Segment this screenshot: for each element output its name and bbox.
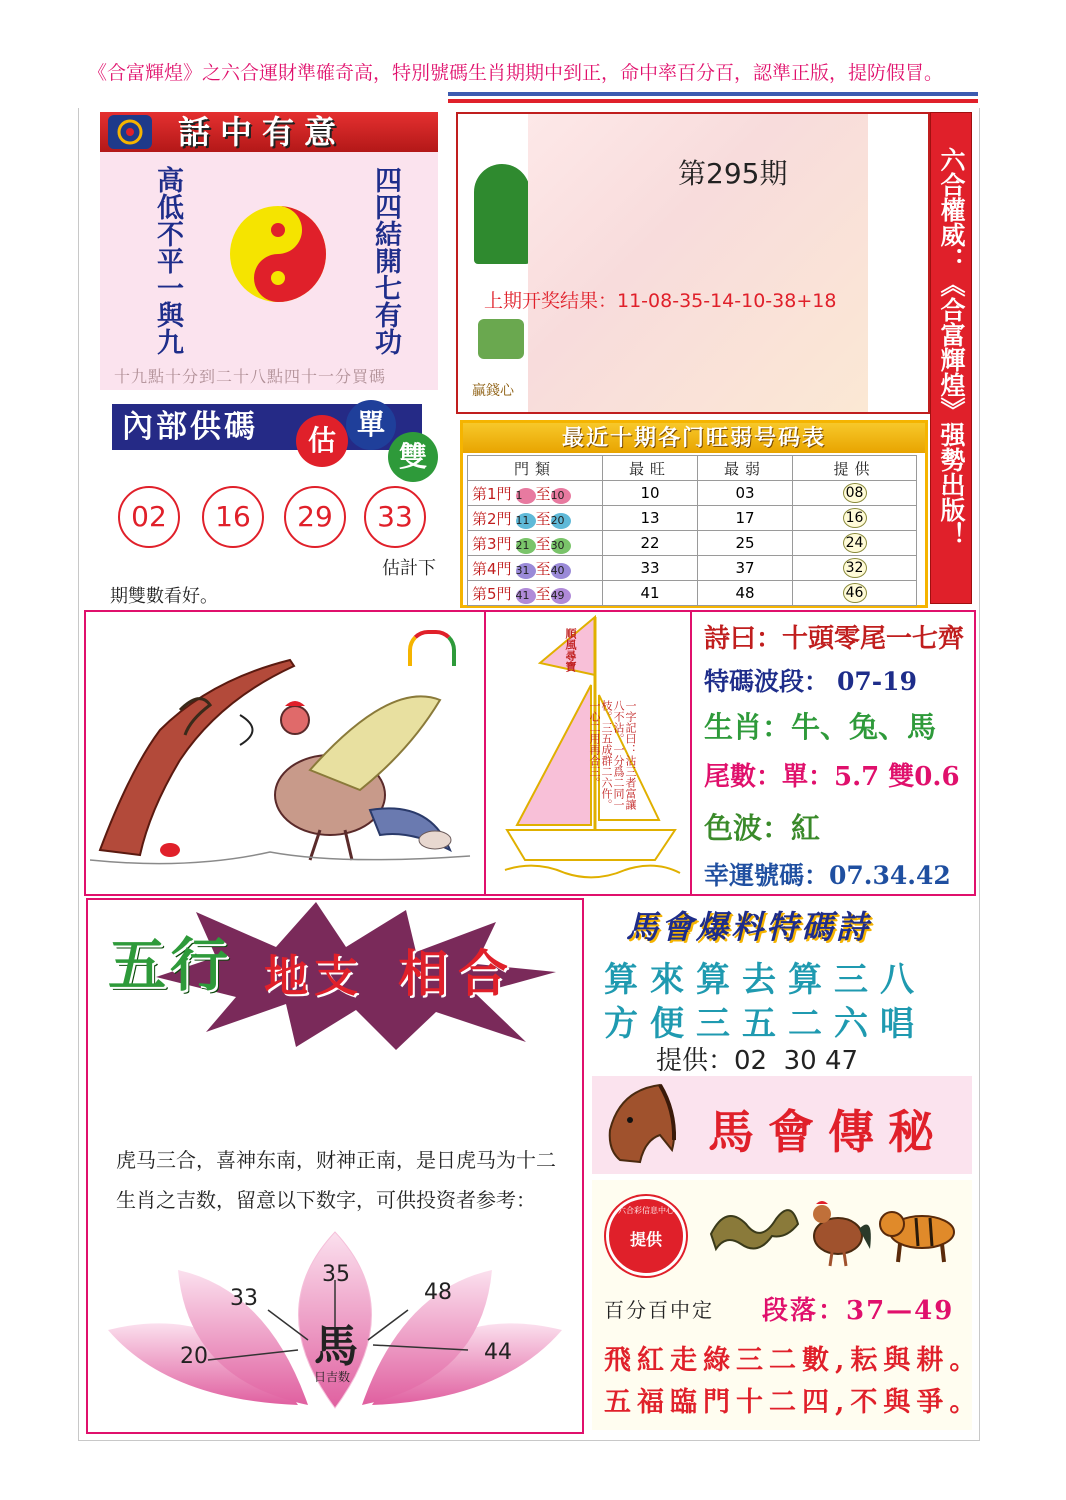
sailboat-text: 一字記曰：沾三者富讓八不沾。一分爲二同一枝。三五成群二六仵。一心二用再合三。 [588, 700, 637, 810]
gate-from: 41 [516, 588, 536, 604]
horse-poem-line2: 方便三五二六唱 [604, 1004, 926, 1044]
lotus-sub: 日吉数 [314, 1370, 351, 1384]
middle-divider-2 [690, 610, 692, 894]
gate-table-header: 門類 [468, 456, 603, 481]
right-banner-text: 六合權威：《合富輝煌》强勢出版！ [937, 147, 966, 547]
secret-title: 馬會傳秘 [708, 1105, 948, 1159]
wuxing-text: 虎马三合，喜神东南，财神正南，是日虎马为十二生肖之吉数，留意以下数字，可供投资者参考： [116, 1148, 556, 1212]
right-banner [930, 112, 972, 604]
gate-to-word: 至 [535, 584, 551, 603]
gate-table-header-row [468, 456, 917, 481]
internal-number: 16 [202, 486, 264, 548]
info-zodiac-value: 牛、兔、馬 [791, 710, 937, 744]
gate-to: 10 [551, 488, 571, 504]
lotus-number: 48 [424, 1280, 452, 1305]
gate-to-word: 至 [535, 534, 551, 553]
gate-cell [468, 506, 603, 531]
leaf-logo-icon [474, 164, 530, 264]
internal-number: 29 [284, 486, 346, 548]
gate-cell [468, 556, 603, 581]
rooster-icon [804, 1194, 874, 1270]
gate-table-panel [460, 420, 928, 608]
gate-to-word: 至 [535, 559, 551, 578]
gate-name: 第5門 [472, 584, 512, 603]
lotus-number: 35 [322, 1262, 350, 1287]
info-wave [704, 662, 917, 698]
gate-offer-cell [793, 506, 917, 531]
info-color-label: 色波： [704, 811, 792, 845]
gate-offer: 24 [843, 533, 867, 553]
horse-poem-provide: 提供：02 30 47 [656, 1046, 859, 1076]
gate-table [467, 455, 917, 606]
huazhong-panel [100, 112, 438, 390]
gate-table-row [468, 556, 917, 581]
gate-offer-cell [793, 556, 917, 581]
gate-strongest: 10 [603, 481, 698, 506]
huazhong-title-bar [100, 112, 438, 152]
gate-offer: 08 [843, 483, 867, 503]
info-lucky [704, 856, 951, 892]
internal-note-1: 估計下 [382, 558, 436, 579]
internal-title: 內部供碼 [122, 409, 258, 445]
info-tail-value: 單：5.7 雙0.6 [782, 762, 960, 792]
gate-cell [468, 531, 603, 556]
gate-table-title-bar [463, 423, 925, 453]
wuxing-panel [86, 898, 584, 1434]
gate-from: 11 [516, 513, 536, 529]
gate-from: 31 [516, 563, 536, 579]
stamp-center-text: 提供 [629, 1230, 662, 1249]
huazhong-title: 話中有意 [178, 113, 347, 151]
header-divider-blue [448, 92, 978, 96]
internal-note-2: 期雙數看好。 [110, 586, 218, 607]
info-lucky-label: 幸運號碼： [704, 861, 830, 890]
huazhong-right-column: 四四結開七有功 [370, 166, 401, 355]
gate-table-row [468, 481, 917, 506]
tiger-icon [876, 1196, 962, 1266]
secret-line2: 五福臨門十二四,不與爭。 [604, 1387, 983, 1418]
secret-banner [592, 1076, 972, 1174]
gate-to: 30 [551, 538, 571, 554]
horse-head-icon [600, 1080, 680, 1170]
gate-strongest: 41 [603, 581, 698, 606]
gate-weakest: 17 [698, 506, 793, 531]
info-wave-label: 特碼波段： [704, 667, 830, 696]
badge-gu: 估 [296, 415, 348, 467]
stamp-ring-text: 六合彩信息中心 [618, 1206, 674, 1215]
info-lucky-value: 07.34.42 [829, 861, 951, 890]
badge-dan: 單 [346, 400, 396, 450]
gate-strongest: 22 [603, 531, 698, 556]
gate-table-row [468, 506, 917, 531]
info-tail [704, 756, 960, 793]
horse-poem-title: 馬會爆料特碼詩 [626, 908, 872, 946]
horse-poem-line1: 算來算去算三八 [604, 960, 926, 1000]
gate-offer: 16 [843, 508, 867, 528]
lotus-number: 44 [484, 1340, 512, 1365]
gate-to: 20 [551, 513, 571, 529]
gate-to-word: 至 [535, 509, 551, 528]
rainbow-logo-icon [408, 630, 456, 666]
gate-name: 第4門 [472, 559, 512, 578]
header-notice: 《合富輝煌》之六合運財準確奇高，特別號碼生肖期期中到正，命中率百分百，認準正版，提防假冒。 [88, 62, 944, 84]
gate-weakest: 03 [698, 481, 793, 506]
gate-table-header: 最弱 [698, 456, 793, 481]
secret-guarantee: 百分百中定 [604, 1298, 714, 1322]
gate-name: 第2門 [472, 509, 512, 528]
gate-name: 第3門 [472, 534, 512, 553]
gate-from: 21 [516, 538, 536, 554]
money-icon [478, 319, 524, 359]
gate-table-row [468, 581, 917, 606]
gate-strongest: 13 [603, 506, 698, 531]
gate-offer-cell [793, 581, 917, 606]
badge-shuang: 雙 [388, 432, 438, 482]
sailboat-flag: 順風尋寶 [564, 628, 577, 672]
issue-panel [456, 112, 930, 414]
secret-line1: 飛紅走綠三二數,耘與耕。 [604, 1345, 983, 1376]
issue-number: 第295期 [678, 157, 788, 190]
stamp [606, 1196, 686, 1276]
gate-from: 1 [516, 488, 536, 504]
gate-weakest: 48 [698, 581, 793, 606]
gate-table-header: 提供 [793, 456, 917, 481]
lotus-number: 20 [180, 1344, 208, 1369]
info-color-value: 紅 [791, 811, 821, 845]
gate-weakest: 25 [698, 531, 793, 556]
huazhong-footer: 十九點十分到二十八點四十一分買碼 [114, 367, 387, 386]
gate-to: 49 [551, 588, 571, 604]
dragon-icon [706, 1194, 802, 1264]
gate-offer-cell [793, 531, 917, 556]
yin-yang-icon [228, 204, 328, 304]
gate-to-word: 至 [535, 484, 551, 503]
wuxing-title-3: 相合 [398, 944, 518, 1003]
info-wave-value: 07-19 [837, 667, 917, 696]
info-tail-label: 尾數： [704, 762, 783, 792]
gate-table-row [468, 531, 917, 556]
info-color [704, 806, 820, 847]
wuxing-title-1: 五行 [108, 931, 233, 999]
info-poem: 詩曰：十頭零尾一七齊 [704, 624, 965, 654]
gate-cell [468, 581, 603, 606]
lotus-number: 33 [230, 1286, 258, 1311]
logo-icon [108, 115, 152, 149]
gate-table-header: 最旺 [603, 456, 698, 481]
internal-number: 02 [118, 486, 180, 548]
header-divider-red [448, 99, 978, 103]
secret-segment: 段落：37—49 [762, 1296, 955, 1326]
internal-number: 33 [364, 486, 426, 548]
huazhong-left-column: 高低不平一與九 [152, 166, 183, 355]
wuxing-title-2: 地支 [264, 951, 364, 1002]
info-zodiac-label: 生肖： [704, 710, 792, 744]
gate-weakest: 37 [698, 556, 793, 581]
gate-offer-cell [793, 481, 917, 506]
gate-offer: 46 [843, 583, 867, 603]
lotus-center: 馬 [314, 1321, 358, 1372]
gate-to: 40 [551, 563, 571, 579]
gate-strongest: 33 [603, 556, 698, 581]
secret-panel [592, 1180, 983, 1430]
gate-cell [468, 481, 603, 506]
last-result: 上期开奖结果：11-08-35-14-10-38+18 [484, 290, 837, 312]
middle-divider-1 [484, 610, 486, 894]
info-zodiac [704, 705, 936, 746]
gate-table-title: 最近十期各门旺弱号码表 [561, 425, 826, 451]
issue-side-partial: 贏錢心 [472, 383, 514, 399]
gate-offer: 32 [843, 558, 867, 578]
gate-name: 第1門 [472, 484, 512, 503]
